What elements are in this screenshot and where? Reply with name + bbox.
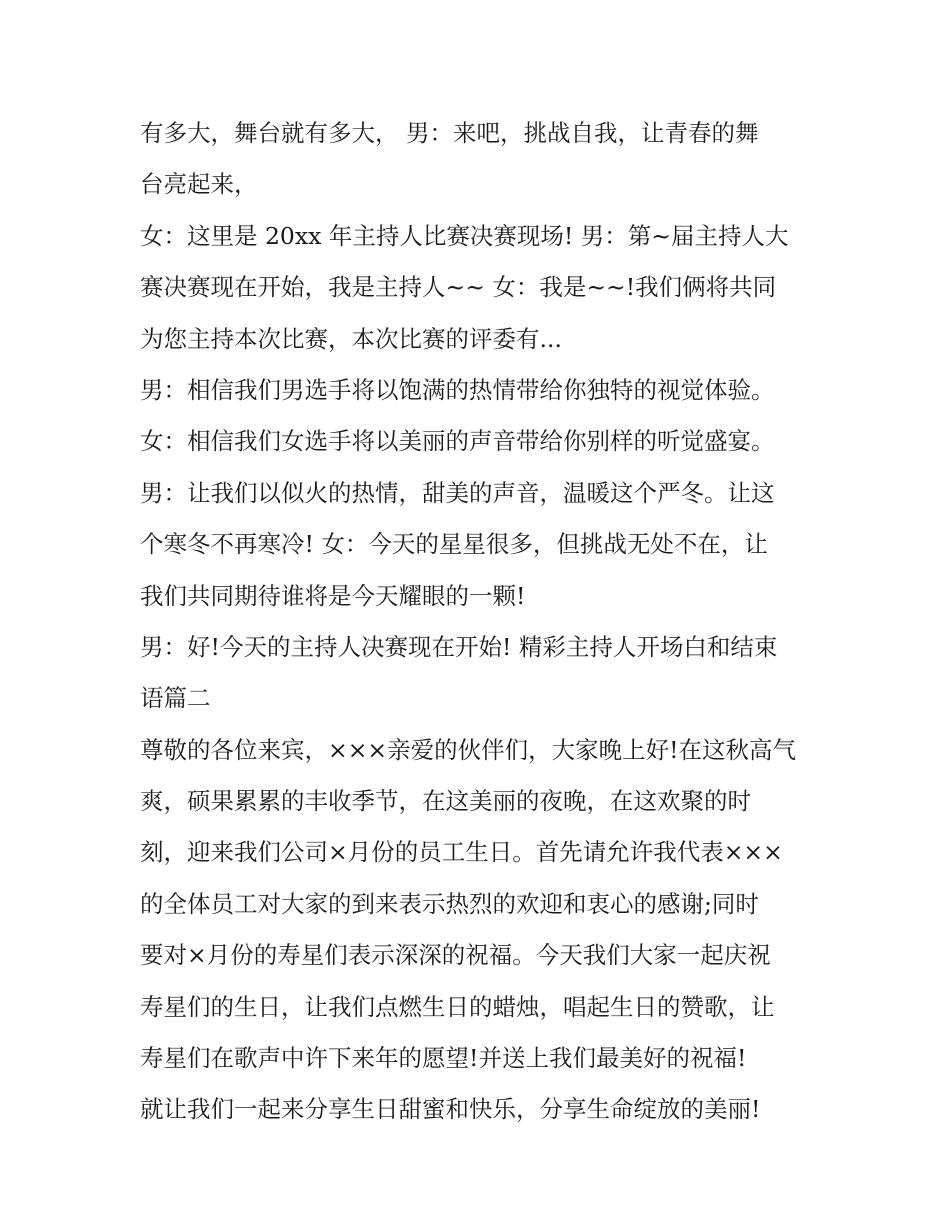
text-line: 寿星们的生日，让我们点燃生日的蜡烛，唱起生日的赞歌，让 [140, 992, 775, 1021]
text-line: 男：相信我们男选手将以饱满的热情带给你独特的视觉体验。 [140, 375, 775, 404]
body-text [140, 108, 820, 1136]
text-line: 台亮起来， [140, 170, 258, 199]
text-line: 女：这里是 20xx 年主持人比赛决赛现场! 男：第~届主持人大 [140, 221, 789, 250]
text-line: 女：相信我们女选手将以美丽的声音带给你别样的听觉盛宴。 [140, 427, 775, 456]
text-line: 有多大，舞台就有多大， 男：来吧，挑战自我，让青春的舞 [140, 119, 759, 147]
text-line: 就让我们一起来分享生日甜蜜和快乐，分享生命绽放的美丽! [140, 1095, 761, 1124]
section-heading-line: 语篇二 [140, 684, 211, 713]
text-line: 寿星们在歌声中许下来年的愿望!并送上我们最美好的祝福! [140, 1044, 747, 1073]
text-line: 要对×月份的寿星们表示深深的祝福。今天我们大家一起庆祝 [140, 941, 771, 970]
text-line: 为您主持本次比赛，本次比赛的评委有... [140, 324, 562, 353]
text-line: 男：让我们以似火的热情，甜美的声音，温暖这个严冬。让这 [140, 478, 775, 507]
text-line: 男：好!今天的主持人决赛现在开始! 精彩主持人开场白和结束 [140, 632, 778, 661]
text-line: 刻，迎来我们公司×月份的员工生日。首先请允许我代表××× [140, 838, 783, 867]
text-line: 个寒冬不再寒冷! 女：今天的星星很多，但挑战无处不在，让 [140, 530, 768, 559]
text-line: 爽，硕果累累的丰收季节，在这美丽的夜晚，在这欢聚的时 [140, 787, 751, 816]
text-line: 我们共同期待谁将是今天耀眼的一颗! [140, 581, 526, 610]
text-line: 赛决赛现在开始，我是主持人~~ 女：我是~~!我们俩将共同 [140, 273, 777, 302]
text-line: 的全体员工对大家的到来表示热烈的欢迎和衷心的感谢;同时 [140, 889, 759, 918]
text-line: 尊敬的各位来宾，×××亲爱的伙伴们，大家晚上好!在这秋高气 [140, 735, 797, 764]
